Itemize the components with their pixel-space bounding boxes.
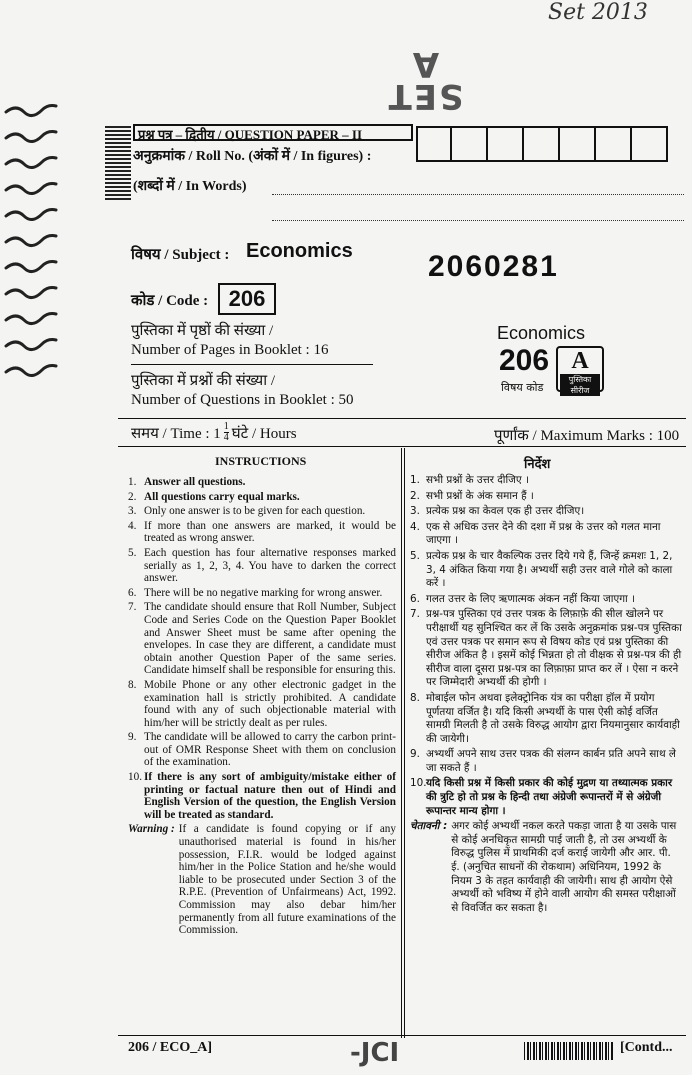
instruction-text: Answer all questions. — [144, 476, 246, 488]
instruction-number: 2. — [128, 490, 137, 503]
set-stamp-text: SET A — [386, 44, 464, 116]
instruction-number: 5. — [410, 549, 420, 562]
roll-box[interactable] — [488, 126, 524, 162]
instruction-text: The candidate should ensure that Roll Number, Subject Code and Series Code on the Question Paper Booklet and Answer Sheet must be same after opening the envelopes. In case they are different, a candidate must obtain another Question Paper of the same series. Candidate himself shall be responsible for ensuring this. — [144, 601, 396, 677]
series-label: पुस्तिका सीरीज — [560, 374, 600, 396]
instruction-item — [128, 547, 396, 585]
handwritten-set-note: Set 2013 — [548, 0, 648, 25]
instruction-number: 3. — [128, 505, 137, 518]
instruction-item — [410, 490, 682, 504]
max-marks: पूर्णांक / Maximum Marks : 100 — [494, 428, 680, 444]
instruction-item — [128, 587, 396, 600]
instruction-number: 1. — [410, 474, 420, 486]
instruction-number: 6. — [410, 592, 420, 605]
roll-words-line-2[interactable] — [272, 220, 684, 221]
warning-text: If a candidate is found copying or if any unauthorised material is found in his/her possession, F.I.R. would be lodged against him/her in the Police Station and he/she would liable to be prosecuted under Section 3 of the R.P.E. (Prevention of Unfairmeans) Act, 1992. Commission may also debar him/her permanently from all future examinations of the Commission. — [178, 823, 396, 937]
roll-box[interactable] — [524, 126, 560, 162]
barcode — [524, 1042, 614, 1060]
booklet-divider — [131, 364, 373, 365]
footer-code: 206 / ECO_A] — [128, 1040, 212, 1055]
time-label: समय / Time : 1 — [131, 425, 221, 442]
warning-label: चेतावनी : — [410, 820, 448, 833]
set-stamp — [385, 44, 465, 116]
instruction-text: अभ्यर्थी अपने साथ उत्तर पत्रक की संलग्न कार्बन प्रति अपने साथ ले जा सकते हैं । — [426, 748, 676, 774]
instruction-item — [128, 771, 396, 821]
instruction-item — [128, 476, 396, 489]
instruction-item — [410, 474, 682, 488]
warning-block — [128, 823, 396, 936]
instruction-item — [128, 491, 396, 504]
footer-stamp: -JCI — [350, 1038, 400, 1068]
instruction-number: 6. — [128, 586, 137, 599]
footer-contd: [Contd... — [620, 1040, 673, 1055]
time-fraction — [224, 422, 229, 443]
instructions-title-en: INSTRUCTIONS — [215, 454, 307, 468]
time-row — [131, 422, 297, 443]
instruction-item — [128, 520, 396, 545]
time-fraction-den: 4 — [223, 432, 229, 443]
roll-number-boxes[interactable] — [416, 126, 668, 162]
time-unit: घंटे / Hours — [231, 425, 297, 442]
instruction-text: All questions carry equal marks. — [144, 490, 300, 503]
instruction-item — [410, 521, 682, 548]
instruction-text: The candidate will be allowed to carry the carbon print-out of OMR Response Sheet with them on conclusion of the examination. — [144, 731, 396, 769]
code-value: 206 — [218, 283, 276, 315]
questions-label-hi: पुस्तिका में प्रश्नों की संख्या / — [131, 373, 276, 389]
instruction-text: प्रत्येक प्रश्न का केवल एक ही उत्तर दीजिए। — [426, 505, 585, 518]
instruction-item — [410, 550, 682, 591]
instruction-number: 1. — [128, 476, 137, 488]
seal-strip — [2, 100, 64, 395]
instruction-text: Each question has four alternative responses marked serially as 1, 2, 3, 4. You have to darken the correct answer. — [144, 546, 396, 585]
series-subject: Economics — [497, 323, 586, 343]
roll-box[interactable] — [632, 126, 668, 162]
instruction-item — [128, 679, 396, 729]
roll-box[interactable] — [416, 126, 452, 162]
time-fraction-num: 1 — [223, 421, 229, 432]
instruction-item — [128, 601, 396, 677]
roll-words-label: (शब्दों में / In Words) — [133, 179, 247, 194]
instruction-item — [410, 692, 682, 746]
instruction-text: एक से अधिक उत्तर देने की दशा में प्रश्न के उत्तर को गलत माना जाएगा । — [426, 520, 661, 547]
instruction-text: प्रश्न-पत्र पुस्तिका एवं उत्तर पत्रक के लिफ़ाफ़े की सील खोलने पर परीक्षार्थी यह सुनिश्चित कर लें कि उसके अनुक्रमांक प्रश्न-पत्र पुस्तिका एवं उत्तर पत्रक पर समान रूप से विषय कोड एवं प्रश्न पुस्तिका की सीरीज अंकित है । इसमें कोई भिन्नता हो तो वीक्षक से प्रश्न-पत्र की ही सीरीज वाला दूसरा प्रश्न-पत्र का लिफ़ाफ़ा प्राप्त कर लें । ऐसा न करने पर जिम्मेदारी अभ्यर्थी की होगी । — [426, 608, 682, 689]
warning-block — [410, 820, 682, 915]
instruction-item — [128, 505, 396, 518]
instruction-number: 5. — [128, 546, 137, 559]
instruction-number: 9. — [128, 731, 137, 744]
instructions-hi-list — [410, 474, 682, 917]
warning-label: Warning : — [128, 823, 175, 836]
instruction-number: 7. — [128, 601, 137, 614]
instruction-number: 8. — [410, 691, 420, 704]
roll-number-label: अनुक्रमांक / Roll No. (अंकों में / In figures) : — [133, 149, 372, 164]
roll-box[interactable] — [452, 126, 488, 162]
time-divider-bottom — [118, 446, 686, 447]
pages-label-en: Number of Pages in Booklet : 16 — [131, 342, 329, 358]
seal-marks-icon — [2, 100, 62, 390]
instruction-text: यदि किसी प्रश्न में किसी प्रकार की कोई मुद्रण या तथ्यात्मक प्रकार की त्रुटि हो तो प्रश्न के हिन्दी तथा अंग्रेजी रूपान्तरों में से अंग्रेजी रूपान्तर मान्य होगा । — [426, 777, 673, 817]
instruction-item — [410, 608, 682, 690]
instruction-text: सभी प्रश्नों के उत्तर दीजिए । — [426, 474, 529, 486]
series-code: 206 — [499, 344, 550, 377]
instruction-text: If more than one answers are marked, it would be treated as wrong answer. — [144, 519, 396, 545]
instruction-number: 9. — [410, 748, 420, 761]
instruction-item — [410, 748, 682, 775]
instruction-text: प्रत्येक प्रश्न के चार वैकल्पिक उत्तर दिये गये हैं, जिन्हें क्रमशः 1, 2, 3, 4 अंकित किया गया है। अभ्यर्थी सही उत्तर वाले गोले को काला करें । — [426, 549, 673, 590]
roll-box[interactable] — [596, 126, 632, 162]
question-paper-label: प्रश्न पत्र – द्वितीय / QUESTION PAPER – II — [133, 124, 413, 141]
instruction-text: There will be no negative marking for wrong answer. — [144, 586, 383, 599]
warning-text: अगर कोई अभ्यर्थी नकल करते पकड़ा जाता है या उसके पास से कोई अनधिकृत सामग्री पाई जाती है, तो उस अभ्यर्थी के विरुद्ध पुलिस में प्राथमिकी दर्ज कराई जायेगी और आर. पी. ई. (अनुचित साधनों की रोकथाम) अधिनियम, 1992 के नियम 3 के तहत कार्यवाही की जायेगी। साथ ही आयोग ऐसे अभ्यर्थी को भविष्य में होने वाली आयोग की समस्त परीक्षाओं से विवर्जित कर सकता है। — [451, 820, 677, 914]
instruction-text: If there is any sort of ambiguity/mistake either of printing or factual nature then out of Hindi and English Version of the question, the English Version will be treated as standard. — [144, 771, 396, 821]
instruction-number: 8. — [128, 678, 137, 691]
subject-label: विषय / Subject : — [131, 247, 230, 263]
instruction-text: Only one answer is to be given for each question. — [144, 505, 366, 518]
footer-divider — [118, 1035, 686, 1036]
instruction-text: मोबाईल फोन अथवा इलेक्ट्रोनिक यंत्र का परीक्षा हॉल में प्रयोग पूर्णतया वर्जित है। यदि किसी अभ्यर्थी के पास ऐसी कोई वर्जित सामग्री मिलती है तो उसके विरुद्ध आयोग द्वारा नियमानुसार कार्यवाही की जायेगी। — [426, 691, 680, 745]
instruction-text: Mobile Phone or any other electronic gadget in the examination hall is strictly prohibited. A candidate found with any of such objectionable material with him/her will be strictly dealt as per rules. — [144, 678, 396, 729]
series-letter: A — [571, 348, 589, 374]
instruction-number: 7. — [410, 608, 420, 621]
instruction-item — [410, 593, 682, 607]
column-divider — [401, 448, 405, 1038]
questions-label-en: Number of Questions in Booklet : 50 — [131, 392, 354, 408]
series-box — [556, 346, 604, 395]
instruction-number: 4. — [410, 520, 420, 533]
instruction-item — [410, 777, 682, 818]
pages-label-hi: पुस्तिका में पृष्ठों की संख्या / — [131, 323, 274, 339]
instruction-number: 2. — [410, 489, 420, 502]
time-divider-top — [118, 418, 686, 419]
instruction-item — [128, 731, 396, 769]
instruction-item — [410, 505, 682, 519]
instruction-number: 4. — [128, 519, 137, 532]
header-marker — [105, 124, 131, 200]
instruction-number: 10. — [128, 771, 142, 784]
code-label: कोड / Code : — [131, 293, 209, 309]
series-code-label: विषय कोड — [501, 381, 544, 394]
barcode-number: 2060281 — [428, 250, 559, 283]
instructions-title-hi: निर्देश — [524, 457, 551, 472]
subject-value: Economics — [246, 240, 353, 262]
roll-words-line[interactable] — [272, 194, 684, 195]
roll-box[interactable] — [560, 126, 596, 162]
instruction-text: गलत उत्तर के लिए ऋणात्मक अंकन नहीं किया जाएगा । — [426, 592, 635, 605]
instruction-number: 10. — [410, 777, 427, 790]
instructions-en-list — [128, 476, 396, 939]
instruction-number: 3. — [410, 505, 420, 518]
instruction-text: सभी प्रश्नों के अंक समान हैं । — [426, 489, 534, 502]
